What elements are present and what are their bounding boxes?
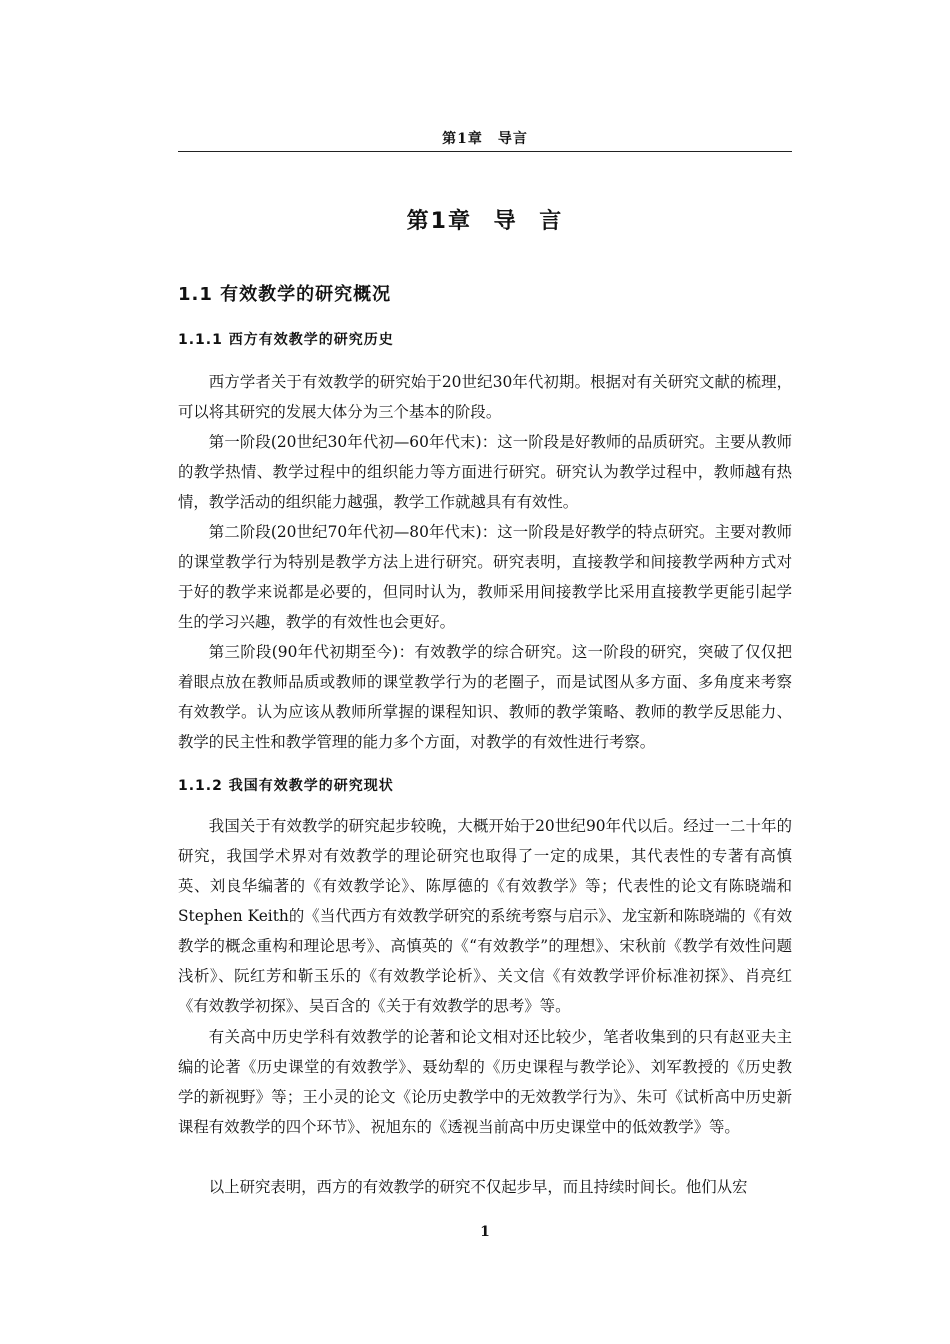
subsection-title-1-1-2: 1.1.2 我国有效教学的研究现状 bbox=[178, 778, 394, 794]
header-rule bbox=[178, 151, 792, 152]
paragraph: 西方学者关于有效教学的研究始于20世纪30年代初期。根据对有关研究文献的梳理，可以将其研究的发展大体分为三个基本的阶段。 bbox=[178, 373, 792, 421]
running-head: 第1章 导言 bbox=[442, 131, 528, 147]
paragraph: 有关高中历史学科有效教学的论著和论文相对还比较少，笔者收集到的只有赵亚夫主编的论著《历史课堂的有效教学》、聂幼犁的《历史课程与教学论》、刘军教授的《历史教学的新视野》等；王小灵的论文《论历史教学中的无效教学行为》、朱可《试析高中历史新课程有效教学的四个环节》、祝旭东的《透视当前高中历史课堂中的低效教学》等。 bbox=[178, 1028, 792, 1136]
paragraph: 我国关于有效教学的研究起步较晚，大概开始于20世纪90年代以后。经过一二十年的研究，我国学术界对有效教学的理论研究也取得了一定的成果，其代表性的专著有高慎英、刘良华编著的《有效教学论》、陈厚德的《有效教学》等；代表性的论文有陈晓端和Stephen Keith的《当代西方有效教学研究的系统考察与启示》、龙宝新和陈晓端的《有效教学的概念重构和理论思考》、高慎英的《“有效教学”的理想》、宋秋前《教学有效性问题浅析》、阮红芳和靳玉乐的《有效教学论析》、关文信《有效教学评价标准初探》、肖亮红《有效教学初探》、吴百含的《关于有效教学的思考》等。 bbox=[178, 817, 792, 1015]
subsection-title-1-1-1: 1.1.1 西方有效教学的研究历史 bbox=[178, 332, 394, 348]
paragraph: 第二阶段(20世纪70年代初—80年代末)：这一阶段是好教学的特点研究。主要对教师的课堂教学行为特别是教学方法上进行研究。研究表明，直接教学和间接教学两种方式对于好的教学来说都是必要的，但同时认为，教师采用间接教学比采用直接教学更能引起学生的学习兴趣，教学的有效性也会更好。 bbox=[178, 523, 792, 631]
paragraph: 第一阶段(20世纪30年代初—60年代末)：这一阶段是好教师的品质研究。主要从教师的教学热情、教学过程中的组织能力等方面进行研究。研究认为教学过程中，教师越有热情，教学活动的组织能力越强，教学工作就越具有有效性。 bbox=[178, 433, 792, 511]
paragraph: 第三阶段(90年代初期至今)：有效教学的综合研究。这一阶段的研究，突破了仅仅把着眼点放在教师品质或教师的课堂教学行为的老圈子，而是试图从多方面、多角度来考察有效教学。认为应该从教师所掌握的课程知识、教师的教学策略、教师的教学反思能力、教学的民主性和教学管理的能力多个方面，对教学的有效性进行考察。 bbox=[178, 643, 792, 751]
page-number: 1 bbox=[480, 1224, 490, 1240]
chapter-title: 第1章 导 言 bbox=[406, 209, 564, 234]
section-title-1-1: 1.1 有效教学的研究概况 bbox=[178, 284, 392, 305]
paragraph: 以上研究表明，西方的有效教学的研究不仅起步早，而且持续时间长。他们从宏 bbox=[208, 1178, 748, 1196]
